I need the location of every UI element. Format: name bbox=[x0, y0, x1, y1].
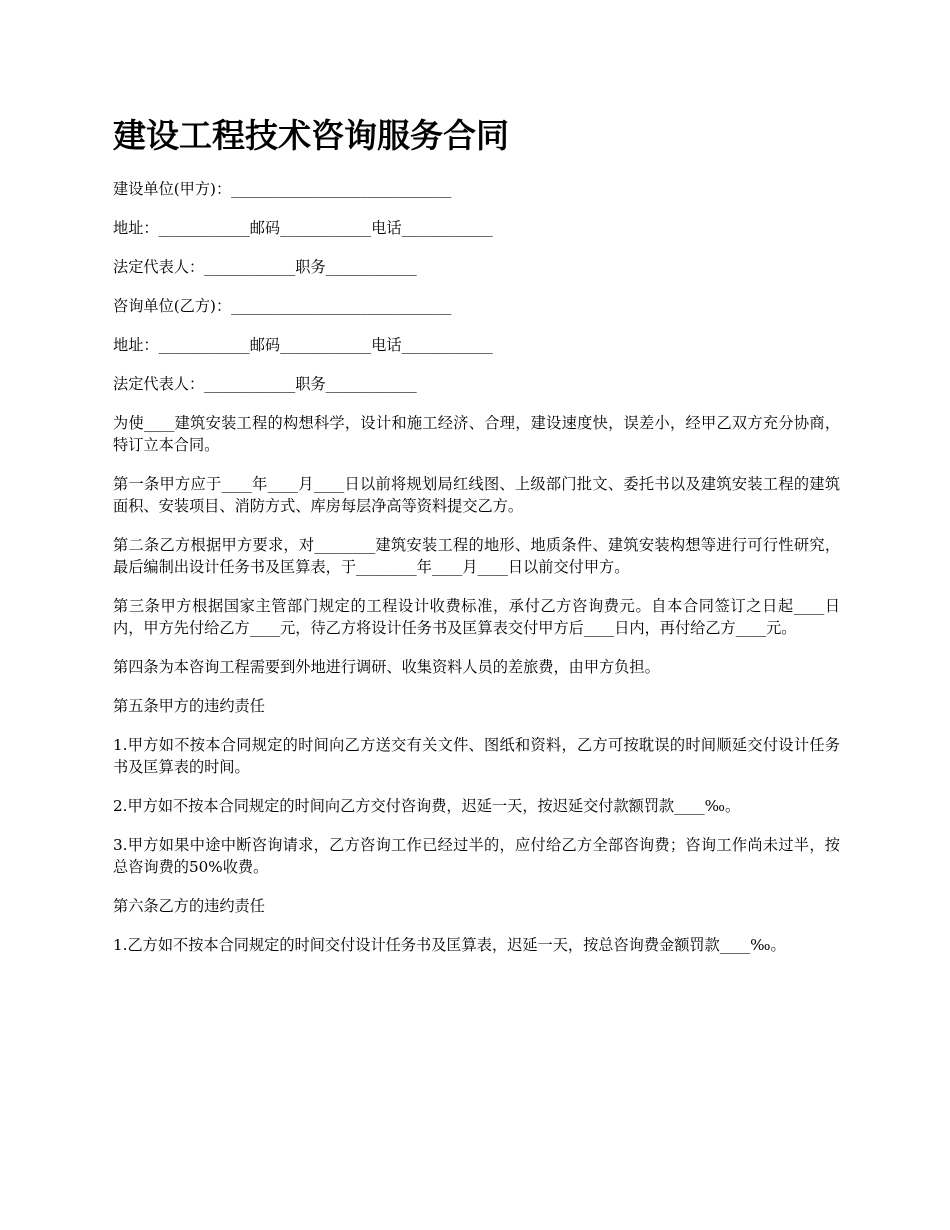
document-body bbox=[113, 178, 840, 973]
article-6-item-1: 1.乙方如不按本合同规定的时间交付设计任务书及匡算表，迟延一天，按总咨询费金额罚款____‰。 bbox=[113, 936, 786, 954]
party-a-name-line: 建设单位(甲方)：_____________________________ bbox=[113, 180, 452, 198]
article-5-item-1: 1.甲方如不按本合同规定的时间向乙方送交有关文件、图纸和资料，乙方可按耽误的时间顺延交付设计任务书及匡算表的时间。 bbox=[113, 736, 840, 776]
preamble-paragraph: 为使____建筑安装工程的构想科学，设计和施工经济、合理，建设速度快，误差小，经甲乙双方充分协商，特订立本合同。 bbox=[113, 414, 840, 454]
article-6-heading: 第六条乙方的违约责任 bbox=[113, 897, 265, 915]
party-b-name-line: 咨询单位(乙方)：_____________________________ bbox=[113, 297, 452, 315]
article-5-item-2: 2.甲方如不按本合同规定的时间向乙方交付咨询费，迟延一天，按迟延交付款额罚款____‰。 bbox=[113, 797, 741, 815]
article-2: 第二条乙方根据甲方要求，对________建筑安装工程的地形、地质条件、建筑安装构想等进行可行性研究，最后编制出设计任务书及匡算表，于________年____月____日以前交付甲方。 bbox=[113, 536, 840, 576]
party-b-address-line: 地址：____________邮码____________电话____________ bbox=[113, 336, 493, 354]
document-title: 建设工程技术咨询服务合同 bbox=[113, 116, 509, 155]
article-1: 第一条甲方应于____年____月____日以前将规划局红线图、上级部门批文、委托书以及建筑安装工程的建筑面积、安装项目、消防方式、库房每层净高等资料提交乙方。 bbox=[113, 475, 840, 515]
article-5-heading: 第五条甲方的违约责任 bbox=[113, 697, 265, 715]
party-b-representative-line: 法定代表人：____________职务____________ bbox=[113, 375, 417, 393]
party-a-representative-line: 法定代表人：____________职务____________ bbox=[113, 258, 417, 276]
article-3: 第三条甲方根据国家主管部门规定的工程设计收费标准，承付乙方咨询费元。自本合同签订之日起____日内，甲方先付给乙方____元，待乙方将设计任务书及匡算表交付甲方后____日内，再付给乙方____元。 bbox=[113, 597, 840, 637]
article-4: 第四条为本咨询工程需要到外地进行调研、收集资料人员的差旅费，由甲方负担。 bbox=[113, 658, 660, 676]
party-a-address-line: 地址：____________邮码____________电话____________ bbox=[113, 219, 493, 237]
article-5-item-3: 3.甲方如果中途中断咨询请求，乙方咨询工作已经过半的，应付给乙方全部咨询费；咨询工作尚未过半，按总咨询费的50%收费。 bbox=[113, 836, 840, 876]
